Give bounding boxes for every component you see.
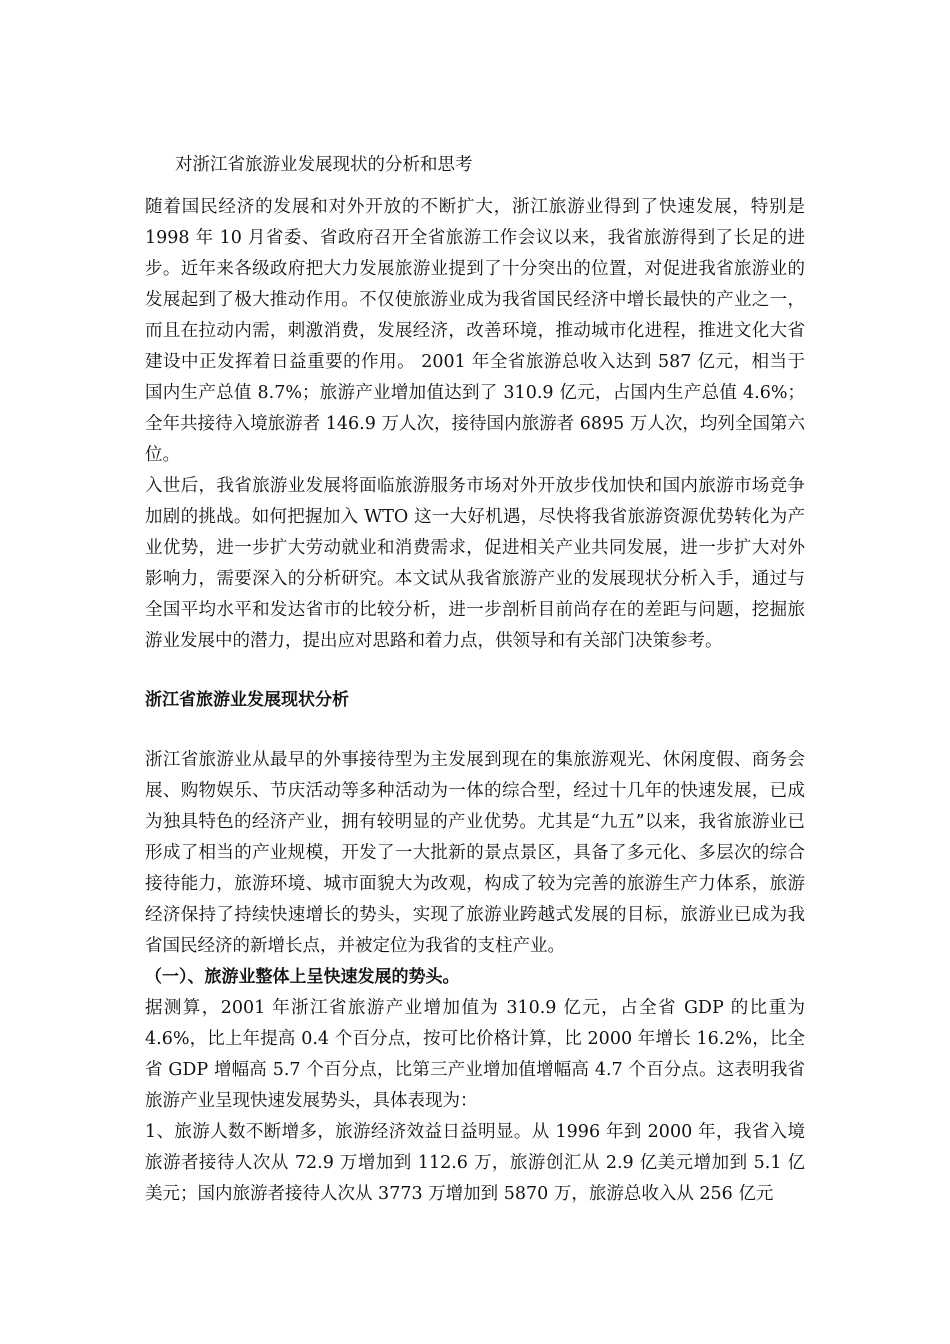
document-title: 对浙江省旅游业发展现状的分析和思考 <box>175 155 473 175</box>
section-heading: 浙江省旅游业发展现状分析 <box>145 690 349 710</box>
intro-paragraph-1: 随着国民经济的发展和对外开放的不断扩大，浙江旅游业得到了快速发展，特别是 1998 年 10 月省委、省政府召开全省旅游工作会议以来，我省旅游得到了长足的进步。近年来各级政府把大力发展旅游业提到了十分突出的位置，对促进我省旅游业的发展起到了极大推动作用。不仅使旅游业成为我省国民经济中增长最快的产业之一，而且在拉动内需，刺激消费，发展经济，改善环境，推动城市化进程，推进文化大省建设中正发挥着日益重要的作用。 2001 年全省旅游总收入达到 587 亿元，相当于国内生产总值 8.7%；旅游产业增加值达到了 310.9 亿元，占国内生产总值 4.6%；全年共接待入境旅游者 146.9 万人次，接待国内旅游者 6895 万人次，均列全国第六位。 <box>145 197 805 465</box>
intro-paragraph-2: 入世后，我省旅游业发展将面临旅游服务市场对外开放步伐加快和国内旅游市场竞争加剧的挑战。如何把握加入 WTO 这一大好机遇，尽快将我省旅游资源优势转化为产业优势，进一步扩大劳动就业和消费需求，促进相关产业共同发展，进一步扩大对外影响力，需要深入的分析研究。本文试从我省旅游产业的发展现状分析入手，通过与全国平均水平和发达省市的比较分析，进一步剖析目前尚存在的差距与问题，挖掘旅游业发展中的潜力，提出应对思路和着力点，供领导和有关部门决策参考。 <box>145 476 805 651</box>
section-paragraph-2: 据测算，2001 年浙江省旅游产业增加值为 310.9 亿元，占全省 GDP 的比重为 4.6%，比上年提高 0.4 个百分点，按可比价格计算，比 2000 年增长 16.2%，比全省 GDP 增幅高 5.7 个百分点，比第三产业增加值增幅高 4.7 个百分点。这表明我省旅游产业呈现快速发展势头，具体表现为： <box>145 998 805 1111</box>
section-paragraph-1: 浙江省旅游业从最早的外事接待型为主发展到现在的集旅游观光、休闲度假、商务会展、购物娱乐、节庆活动等多种活动为一体的综合型，经过十几年的快速发展，已成为独具特色的经济产业，拥有较明显的产业优势。尤其是“九五”以来，我省旅游业已形成了相当的产业规模，开发了一大批新的景点景区，具备了多元化、多层次的综合接待能力，旅游环境、城市面貌大为改观，构成了较为完善的旅游生产力体系，旅游经济保持了持续快速增长的势头，实现了旅游业跨越式发展的目标，旅游业已成为我省国民经济的新增长点，并被定位为我省的支柱产业。 <box>145 750 805 956</box>
subheading-1: （一）、旅游业整体上呈快速发展的势头。 <box>145 967 460 987</box>
document-page <box>145 150 805 1210</box>
section-paragraph-3: 1、旅游人数不断增多，旅游经济效益日益明显。从 1996 年到 2000 年，我省入境旅游者接待人次从 72.9 万增加到 112.6 万，旅游创汇从 2.9 亿美元增加到 5.1 亿美元；国内旅游者接待人次从 3773 万增加到 5870 万，旅游总收入从 256 亿元 <box>145 1122 805 1204</box>
